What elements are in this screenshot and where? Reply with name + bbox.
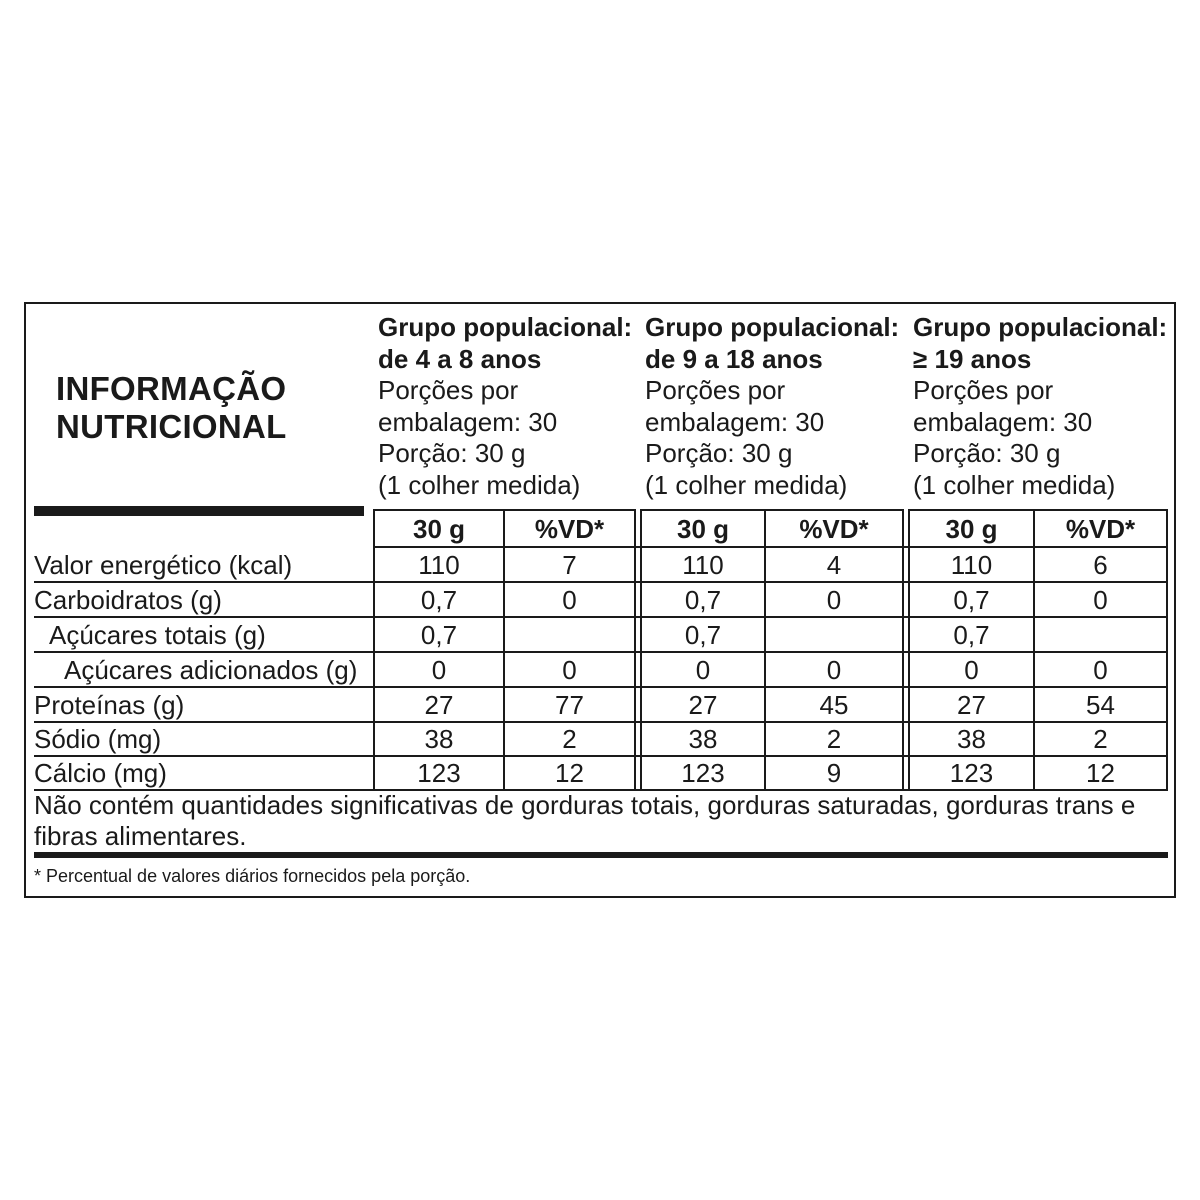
table-cell: 38 [424,724,454,754]
table-cell: 110 [950,550,993,580]
servings-per-package: Porções por [645,375,786,405]
serving-size: Porção: 30 g [378,438,526,468]
group-name: Grupo populacional: [378,312,633,342]
row-label-protein: Proteínas (g) [34,690,185,720]
table-cell: 7 [562,550,577,580]
col-divider [902,509,904,789]
table-cell: 0 [431,655,447,685]
col-divider [634,509,636,789]
table-cell: 0 [562,655,577,685]
table-cell: 0 [562,585,577,615]
table-cell: 38 [688,724,718,754]
column-header: %VD* [534,514,605,544]
nutrient-note: Não contém quantidades significativas de gorduras totais, gorduras saturadas, gorduras trans e fibras alimentares. [34,790,1136,851]
table-cell: 0 [1093,655,1108,685]
table-cell: 77 [555,690,584,720]
table-cell: 0 [695,655,711,685]
serving-size: Porção: 30 g [913,438,1061,468]
column-header: %VD* [1065,514,1136,544]
footnote-divider [34,852,1168,858]
title-line-1: INFORMAÇÃO [56,370,287,407]
table-cell: 0,7 [684,620,722,650]
table-cell: 0,7 [953,620,990,650]
serving-measure: (1 colher medida) [378,469,581,500]
table-cell: 27 [957,690,986,720]
table-cell: 9 [826,758,842,788]
group-age: de 4 a 8 anos [378,343,542,374]
table-cell: 0,7 [684,585,722,615]
servings-per-package-value: embalagem: 30 [913,406,1093,437]
group-header-1 [378,312,632,501]
column-header: 30 g [945,514,998,544]
group-2-top-rule [640,509,902,511]
serving-size: Porção: 30 g [645,438,793,468]
table-cell: 2 [1093,724,1108,754]
title-divider [34,506,364,516]
table-cell: 0 [964,655,979,685]
table-cell: 27 [688,690,718,720]
col-divider [1166,509,1168,789]
table-cell: 2 [562,724,577,754]
servings-per-package-value: embalagem: 30 [378,406,558,437]
table-cell: 45 [819,690,849,720]
row-label-added-sugars: Açúcares adicionados (g) [64,655,358,685]
row-label-carbs: Carboidratos (g) [34,585,222,615]
table-cell: 2 [826,724,842,754]
row-label-sodium: Sódio (mg) [34,724,162,754]
group-header-2 [645,312,899,501]
serving-measure: (1 colher medida) [645,469,848,500]
column-header: 30 g [676,514,730,544]
group-age: ≥ 19 anos [913,343,1032,374]
table-cell: 110 [682,550,724,580]
table-cell: 12 [1086,758,1115,788]
table-cell: 0 [826,585,842,615]
serving-measure: (1 colher medida) [913,469,1116,500]
title-line-2: NUTRICIONAL [56,408,287,445]
column-header: 30 g [412,514,466,544]
table-cell: 54 [1086,690,1115,720]
table-cell: 38 [957,724,986,754]
table-cell: 12 [555,758,584,788]
column-header: %VD* [799,514,869,544]
label-title [56,370,287,446]
group-header-3 [913,312,1167,501]
table-cell: 4 [826,550,842,580]
table-cell: 123 [949,758,994,788]
table-cell: 0,7 [420,620,458,650]
row-label-energy: Valor energético (kcal) [34,550,293,580]
servings-per-package: Porções por [378,375,519,405]
footnote: * Percentual de valores diários fornecidos pela porção. [34,866,471,886]
table-cell: 123 [417,758,461,788]
group-3-top-rule [908,509,1168,511]
group-age: de 9 a 18 anos [645,343,823,374]
group-name: Grupo populacional: [645,312,900,342]
table-cell: 0,7 [420,585,458,615]
table-cell: 6 [1093,550,1108,580]
table-cell: 123 [681,758,725,788]
row-label-calcium: Cálcio (mg) [34,758,167,788]
table-cell: 110 [418,550,460,580]
table-cell: 27 [424,690,454,720]
group-name: Grupo populacional: [913,312,1168,342]
row-label-total-sugars: Açúcares totais (g) [49,620,266,650]
servings-per-package-value: embalagem: 30 [645,406,825,437]
table-cell: 0 [826,655,842,685]
servings-per-package: Porções por [913,375,1054,405]
table-cell: 0,7 [953,585,990,615]
table-cell: 0 [1093,585,1108,615]
